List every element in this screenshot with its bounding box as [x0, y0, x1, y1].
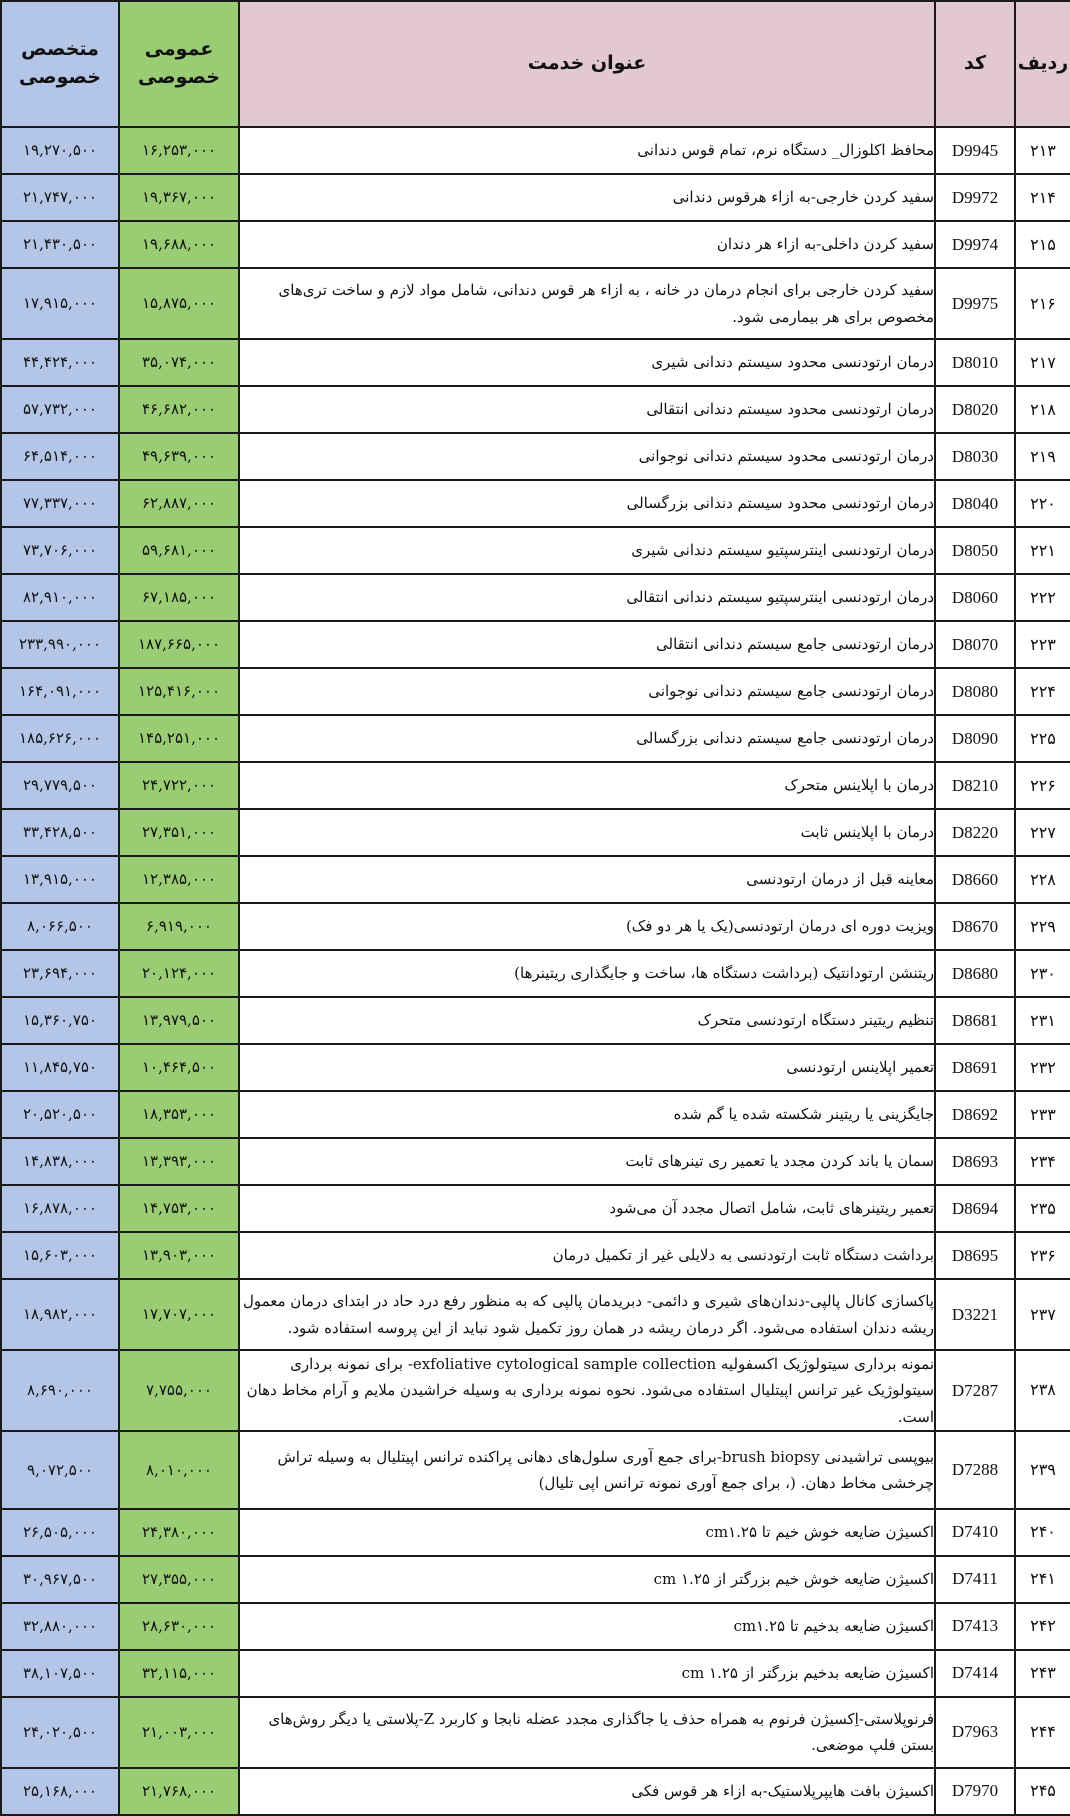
row-number: ۲۳۴ [1015, 1138, 1070, 1185]
table-row [1, 1185, 1070, 1232]
general-private-fee: ۶,۹۱۹,۰۰۰ [119, 903, 239, 950]
service-code: D8040 [935, 480, 1015, 527]
service-title: اکسیژن بافت هایپرپلاستیک-به ازاء هر قوس فکی [239, 1768, 935, 1815]
table-row [1, 268, 1070, 339]
table-row [1, 1091, 1070, 1138]
specialist-private-fee: ۱۶۴,۰۹۱,۰۰۰ [1, 668, 119, 715]
service-title: درمان ارتودنسی محدود سیستم دندانی نوجوانی [239, 433, 935, 480]
row-number: ۲۲۲ [1015, 574, 1070, 621]
table-row [1, 1650, 1070, 1697]
general-private-fee: ۴۶,۶۸۲,۰۰۰ [119, 386, 239, 433]
service-code: D8090 [935, 715, 1015, 762]
service-title: اکسیژن ضایعه بدخیم بزرگتر از ۱.۲۵ cm [239, 1650, 935, 1697]
service-title: درمان با اپلاینس ثابت [239, 809, 935, 856]
specialist-private-fee: ۲۱,۴۳۰,۵۰۰ [1, 221, 119, 268]
service-code: D7411 [935, 1556, 1015, 1603]
row-number: ۲۳۰ [1015, 950, 1070, 997]
header-row [1, 1, 1070, 127]
general-private-fee: ۲۷,۳۵۱,۰۰۰ [119, 809, 239, 856]
general-private-fee: ۲۷,۳۵۵,۰۰۰ [119, 1556, 239, 1603]
general-private-fee: ۲۴,۳۸۰,۰۰۰ [119, 1509, 239, 1556]
specialist-private-fee: ۱۴,۸۳۸,۰۰۰ [1, 1138, 119, 1185]
service-title: فرنوپلاستی-اِکسیژن فرنوم به همراه حذف یا جاگذاری مجدد عضله نابجا و کاربرد Z-پلاستی یا دیگر روش‌های بستن فلپ موضعی. [239, 1697, 935, 1768]
specialist-private-fee: ۱۸۵,۶۲۶,۰۰۰ [1, 715, 119, 762]
specialist-private-fee: ۳۰,۹۶۷,۵۰۰ [1, 1556, 119, 1603]
service-code: D7410 [935, 1509, 1015, 1556]
service-code: D8080 [935, 668, 1015, 715]
general-private-fee: ۱۵,۸۷۵,۰۰۰ [119, 268, 239, 339]
service-code: D8693 [935, 1138, 1015, 1185]
specialist-private-fee: ۷۳,۷۰۶,۰۰۰ [1, 527, 119, 574]
general-private-fee: ۲۰,۱۲۴,۰۰۰ [119, 950, 239, 997]
service-title: سفید کردن خارجی-به ازاء هرقوس دندانی [239, 174, 935, 221]
service-title: بیوپسی تراشیدنی brush biopsy-برای جمع آوری سلول‌های دهانی پراکنده ترانس اپیتلیال به وسیله تراش چرخشی مخاط دهان. (، برای جمع آوری نمونه ترانس اپی تلیال) [239, 1431, 935, 1509]
service-code: D8050 [935, 527, 1015, 574]
header-radif: ردیف [1015, 1, 1070, 127]
header-code: کد [935, 1, 1015, 127]
row-number: ۲۲۴ [1015, 668, 1070, 715]
specialist-private-fee: ۷۷,۳۳۷,۰۰۰ [1, 480, 119, 527]
table-row [1, 1697, 1070, 1768]
service-title: نمونه برداری سیتولوژیک اکسفولیه exfoliative cytological sample collection- برای نمونه برداری سیتولوژیک غیر ترانس اپیتلیال استفاده می‌شود. نحوه نمونه برداری به وسیله خراشیدن ملایم و آرام مخاط دهان است. [239, 1350, 935, 1431]
specialist-private-fee: ۲۰,۵۲۰,۵۰۰ [1, 1091, 119, 1138]
service-title: تعمیر اپلاینس ارتودنسی [239, 1044, 935, 1091]
service-title: اکسیژن ضایعه بدخیم تا cm۱.۲۵ [239, 1603, 935, 1650]
row-number: ۲۲۷ [1015, 809, 1070, 856]
row-number: ۲۳۸ [1015, 1350, 1070, 1431]
general-private-fee: ۳۲,۱۱۵,۰۰۰ [119, 1650, 239, 1697]
specialist-private-fee: ۱۷,۹۱۵,۰۰۰ [1, 268, 119, 339]
specialist-private-fee: ۲۳,۶۹۴,۰۰۰ [1, 950, 119, 997]
service-code: D8030 [935, 433, 1015, 480]
service-code: D7970 [935, 1768, 1015, 1815]
table-row [1, 527, 1070, 574]
row-number: ۲۲۵ [1015, 715, 1070, 762]
table-row [1, 433, 1070, 480]
row-number: ۲۲۰ [1015, 480, 1070, 527]
general-private-fee: ۶۷,۱۸۵,۰۰۰ [119, 574, 239, 621]
row-number: ۲۳۶ [1015, 1232, 1070, 1279]
table-row [1, 1603, 1070, 1650]
service-code: D9945 [935, 127, 1015, 174]
service-title: سفید کردن داخلی-به ازاء هر دندان [239, 221, 935, 268]
table-row [1, 1232, 1070, 1279]
service-code: D9974 [935, 221, 1015, 268]
header-specialist-private: متخصص خصوصی [1, 1, 119, 127]
specialist-private-fee: ۱۵,۶۰۳,۰۰۰ [1, 1232, 119, 1279]
general-private-fee: ۲۴,۷۲۲,۰۰۰ [119, 762, 239, 809]
row-number: ۲۱۸ [1015, 386, 1070, 433]
service-code: D8010 [935, 339, 1015, 386]
row-number: ۲۳۱ [1015, 997, 1070, 1044]
service-title: اکسیژن ضایعه خوش خیم بزرگتر از ۱.۲۵ cm [239, 1556, 935, 1603]
specialist-private-fee: ۲۱,۷۴۷,۰۰۰ [1, 174, 119, 221]
general-private-fee: ۱۸۷,۶۶۵,۰۰۰ [119, 621, 239, 668]
row-number: ۲۱۹ [1015, 433, 1070, 480]
service-code: D7414 [935, 1650, 1015, 1697]
specialist-private-fee: ۱۳,۹۱۵,۰۰۰ [1, 856, 119, 903]
table-row [1, 1279, 1070, 1350]
general-private-fee: ۷,۷۵۵,۰۰۰ [119, 1350, 239, 1431]
service-title: درمان ارتودنسی جامع سیستم دندانی بزرگسالی [239, 715, 935, 762]
row-number: ۲۳۳ [1015, 1091, 1070, 1138]
general-private-fee: ۱۳,۹۷۹,۵۰۰ [119, 997, 239, 1044]
table-row [1, 856, 1070, 903]
row-number: ۲۴۴ [1015, 1697, 1070, 1768]
general-private-fee: ۳۵,۰۷۴,۰۰۰ [119, 339, 239, 386]
general-private-fee: ۱۶,۲۵۳,۰۰۰ [119, 127, 239, 174]
table-row [1, 221, 1070, 268]
service-title: معاینه قبل از درمان ارتودنسی [239, 856, 935, 903]
general-private-fee: ۵۹,۶۸۱,۰۰۰ [119, 527, 239, 574]
specialist-private-fee: ۸,۶۹۰,۰۰۰ [1, 1350, 119, 1431]
row-number: ۲۱۴ [1015, 174, 1070, 221]
service-title: پاکسازی کانال پالپی-دندان‌های شیری و دائمی- دبریدمان پالپی که به منظور رفع درد حاد در ابتدای درمان معمول ریشه دندان استفاده می‌شود. اگر درمان ریشه در همان روز تکمیل شود نباید از این پروسه استفاده شود. [239, 1279, 935, 1350]
specialist-private-fee: ۵۷,۷۳۲,۰۰۰ [1, 386, 119, 433]
specialist-private-fee: ۱۹,۲۷۰,۵۰۰ [1, 127, 119, 174]
service-title: سمان یا باند کردن مجدد یا تعمیر ری تینرهای ثابت [239, 1138, 935, 1185]
row-number: ۲۱۶ [1015, 268, 1070, 339]
table-row [1, 127, 1070, 174]
service-title: درمان با اپلاینس متحرک [239, 762, 935, 809]
general-private-fee: ۱۹,۳۶۷,۰۰۰ [119, 174, 239, 221]
service-code: D7287 [935, 1350, 1015, 1431]
service-code: D8060 [935, 574, 1015, 621]
specialist-private-fee: ۱۱,۸۴۵,۷۵۰ [1, 1044, 119, 1091]
specialist-private-fee: ۱۶,۸۷۸,۰۰۰ [1, 1185, 119, 1232]
specialist-private-fee: ۴۴,۴۲۴,۰۰۰ [1, 339, 119, 386]
general-private-fee: ۱۸,۳۵۳,۰۰۰ [119, 1091, 239, 1138]
row-number: ۲۲۱ [1015, 527, 1070, 574]
service-code: D8681 [935, 997, 1015, 1044]
service-title: ویزیت دوره ای درمان ارتودنسی(یک یا هر دو فک) [239, 903, 935, 950]
row-number: ۲۳۵ [1015, 1185, 1070, 1232]
table-row [1, 574, 1070, 621]
service-title: ریتنشن ارتودانتیک (برداشت دستگاه ها، ساخت و جایگذاری ریتینرها) [239, 950, 935, 997]
service-code: D8210 [935, 762, 1015, 809]
service-code: D8070 [935, 621, 1015, 668]
general-private-fee: ۱۷,۷۰۷,۰۰۰ [119, 1279, 239, 1350]
table-row [1, 668, 1070, 715]
table-row [1, 1556, 1070, 1603]
specialist-private-fee: ۳۳,۴۲۸,۵۰۰ [1, 809, 119, 856]
row-number: ۲۴۰ [1015, 1509, 1070, 1556]
row-number: ۲۱۵ [1015, 221, 1070, 268]
general-private-fee: ۲۸,۶۳۰,۰۰۰ [119, 1603, 239, 1650]
table-row [1, 1044, 1070, 1091]
row-number: ۲۴۲ [1015, 1603, 1070, 1650]
service-code: D8020 [935, 386, 1015, 433]
service-code: D7963 [935, 1697, 1015, 1768]
specialist-private-fee: ۸,۰۶۶,۵۰۰ [1, 903, 119, 950]
service-code: D8680 [935, 950, 1015, 997]
table-row [1, 715, 1070, 762]
specialist-private-fee: ۲۳۳,۹۹۰,۰۰۰ [1, 621, 119, 668]
general-private-fee: ۱۲,۳۸۵,۰۰۰ [119, 856, 239, 903]
table-row [1, 950, 1070, 997]
row-number: ۲۳۹ [1015, 1431, 1070, 1509]
row-number: ۲۱۳ [1015, 127, 1070, 174]
specialist-private-fee: ۶۴,۵۱۴,۰۰۰ [1, 433, 119, 480]
service-title: درمان ارتودنسی اینترسپتیو سیستم دندانی انتقالی [239, 574, 935, 621]
row-number: ۲۱۷ [1015, 339, 1070, 386]
row-number: ۲۴۱ [1015, 1556, 1070, 1603]
header-general-private: عمومی خصوصی [119, 1, 239, 127]
header-service-title: عنوان خدمت [239, 1, 935, 127]
specialist-private-fee: ۳۸,۱۰۷,۵۰۰ [1, 1650, 119, 1697]
general-private-fee: ۲۱,۰۰۳,۰۰۰ [119, 1697, 239, 1768]
table-row [1, 903, 1070, 950]
row-number: ۲۴۳ [1015, 1650, 1070, 1697]
service-code: D8220 [935, 809, 1015, 856]
service-code: D8691 [935, 1044, 1015, 1091]
service-code: D9975 [935, 268, 1015, 339]
table-row [1, 339, 1070, 386]
service-title: تنظیم ریتینر دستگاه ارتودنسی متحرک [239, 997, 935, 1044]
specialist-private-fee: ۲۴,۰۲۰,۵۰۰ [1, 1697, 119, 1768]
table-row [1, 1509, 1070, 1556]
table-row [1, 762, 1070, 809]
general-private-fee: ۶۲,۸۸۷,۰۰۰ [119, 480, 239, 527]
row-number: ۲۲۹ [1015, 903, 1070, 950]
specialist-private-fee: ۱۸,۹۸۲,۰۰۰ [1, 1279, 119, 1350]
service-title: محافظ اکلوزال_ دستگاه نرم، تمام قوس دندانی [239, 127, 935, 174]
service-title: درمان ارتودنسی محدود سیستم دندانی شیری [239, 339, 935, 386]
service-title: جایگزینی یا ریتینر شکسته شده یا گم شده [239, 1091, 935, 1138]
service-title: درمان ارتودنسی محدود سیستم دندانی بزرگسالی [239, 480, 935, 527]
row-number: ۲۲۸ [1015, 856, 1070, 903]
general-private-fee: ۱۴۵,۲۵۱,۰۰۰ [119, 715, 239, 762]
service-code: D3221 [935, 1279, 1015, 1350]
table-row [1, 174, 1070, 221]
row-number: ۲۲۶ [1015, 762, 1070, 809]
table-row [1, 997, 1070, 1044]
table-row [1, 809, 1070, 856]
row-number: ۲۴۵ [1015, 1768, 1070, 1815]
table-row [1, 1350, 1070, 1431]
service-code: D8692 [935, 1091, 1015, 1138]
service-code: D8695 [935, 1232, 1015, 1279]
service-code: D7288 [935, 1431, 1015, 1509]
specialist-private-fee: ۲۵,۱۶۸,۰۰۰ [1, 1768, 119, 1815]
specialist-private-fee: ۲۶,۵۰۵,۰۰۰ [1, 1509, 119, 1556]
service-title: درمان ارتودنسی محدود سیستم دندانی انتقالی [239, 386, 935, 433]
row-number: ۲۳۲ [1015, 1044, 1070, 1091]
table-row [1, 621, 1070, 668]
general-private-fee: ۱۰,۴۶۴,۵۰۰ [119, 1044, 239, 1091]
table-row [1, 386, 1070, 433]
specialist-private-fee: ۱۵,۳۶۰,۷۵۰ [1, 997, 119, 1044]
specialist-private-fee: ۸۲,۹۱۰,۰۰۰ [1, 574, 119, 621]
table-row [1, 1768, 1070, 1815]
row-number: ۲۲۳ [1015, 621, 1070, 668]
service-code: D8670 [935, 903, 1015, 950]
service-code: D8694 [935, 1185, 1015, 1232]
table-row [1, 480, 1070, 527]
service-title: اکسیژن ضایعه خوش خیم تا cm۱.۲۵ [239, 1509, 935, 1556]
service-code: D9972 [935, 174, 1015, 221]
service-title: سفید کردن خارجی برای انجام درمان در خانه ، به ازاء هر قوس دندانی، شامل مواد لازم و ساخت تری‌های مخصوص برای هر بیمارمی شود. [239, 268, 935, 339]
service-title: برداشت دستگاه ثابت ارتودنسی به دلایلی غیر از تکمیل درمان [239, 1232, 935, 1279]
general-private-fee: ۱۴,۷۵۳,۰۰۰ [119, 1185, 239, 1232]
table-body [1, 127, 1070, 1815]
table-row [1, 1431, 1070, 1509]
service-title: درمان ارتودنسی جامع سیستم دندانی انتقالی [239, 621, 935, 668]
general-private-fee: ۱۳,۹۰۳,۰۰۰ [119, 1232, 239, 1279]
service-code: D7413 [935, 1603, 1015, 1650]
service-title: درمان ارتودنسی اینترسپتیو سیستم دندانی شیری [239, 527, 935, 574]
specialist-private-fee: ۹,۰۷۲,۵۰۰ [1, 1431, 119, 1509]
table-row [1, 1138, 1070, 1185]
row-number: ۲۳۷ [1015, 1279, 1070, 1350]
specialist-private-fee: ۳۲,۸۸۰,۰۰۰ [1, 1603, 119, 1650]
service-title: تعمیر ریتینرهای ثابت، شامل اتصال مجدد آن می‌شود [239, 1185, 935, 1232]
general-private-fee: ۲۱,۷۶۸,۰۰۰ [119, 1768, 239, 1815]
general-private-fee: ۴۹,۶۳۹,۰۰۰ [119, 433, 239, 480]
service-title: درمان ارتودنسی جامع سیستم دندانی نوجوانی [239, 668, 935, 715]
general-private-fee: ۱۲۵,۴۱۶,۰۰۰ [119, 668, 239, 715]
general-private-fee: ۱۳,۳۹۳,۰۰۰ [119, 1138, 239, 1185]
general-private-fee: ۸,۰۱۰,۰۰۰ [119, 1431, 239, 1509]
specialist-private-fee: ۲۹,۷۷۹,۵۰۰ [1, 762, 119, 809]
service-code: D8660 [935, 856, 1015, 903]
general-private-fee: ۱۹,۶۸۸,۰۰۰ [119, 221, 239, 268]
